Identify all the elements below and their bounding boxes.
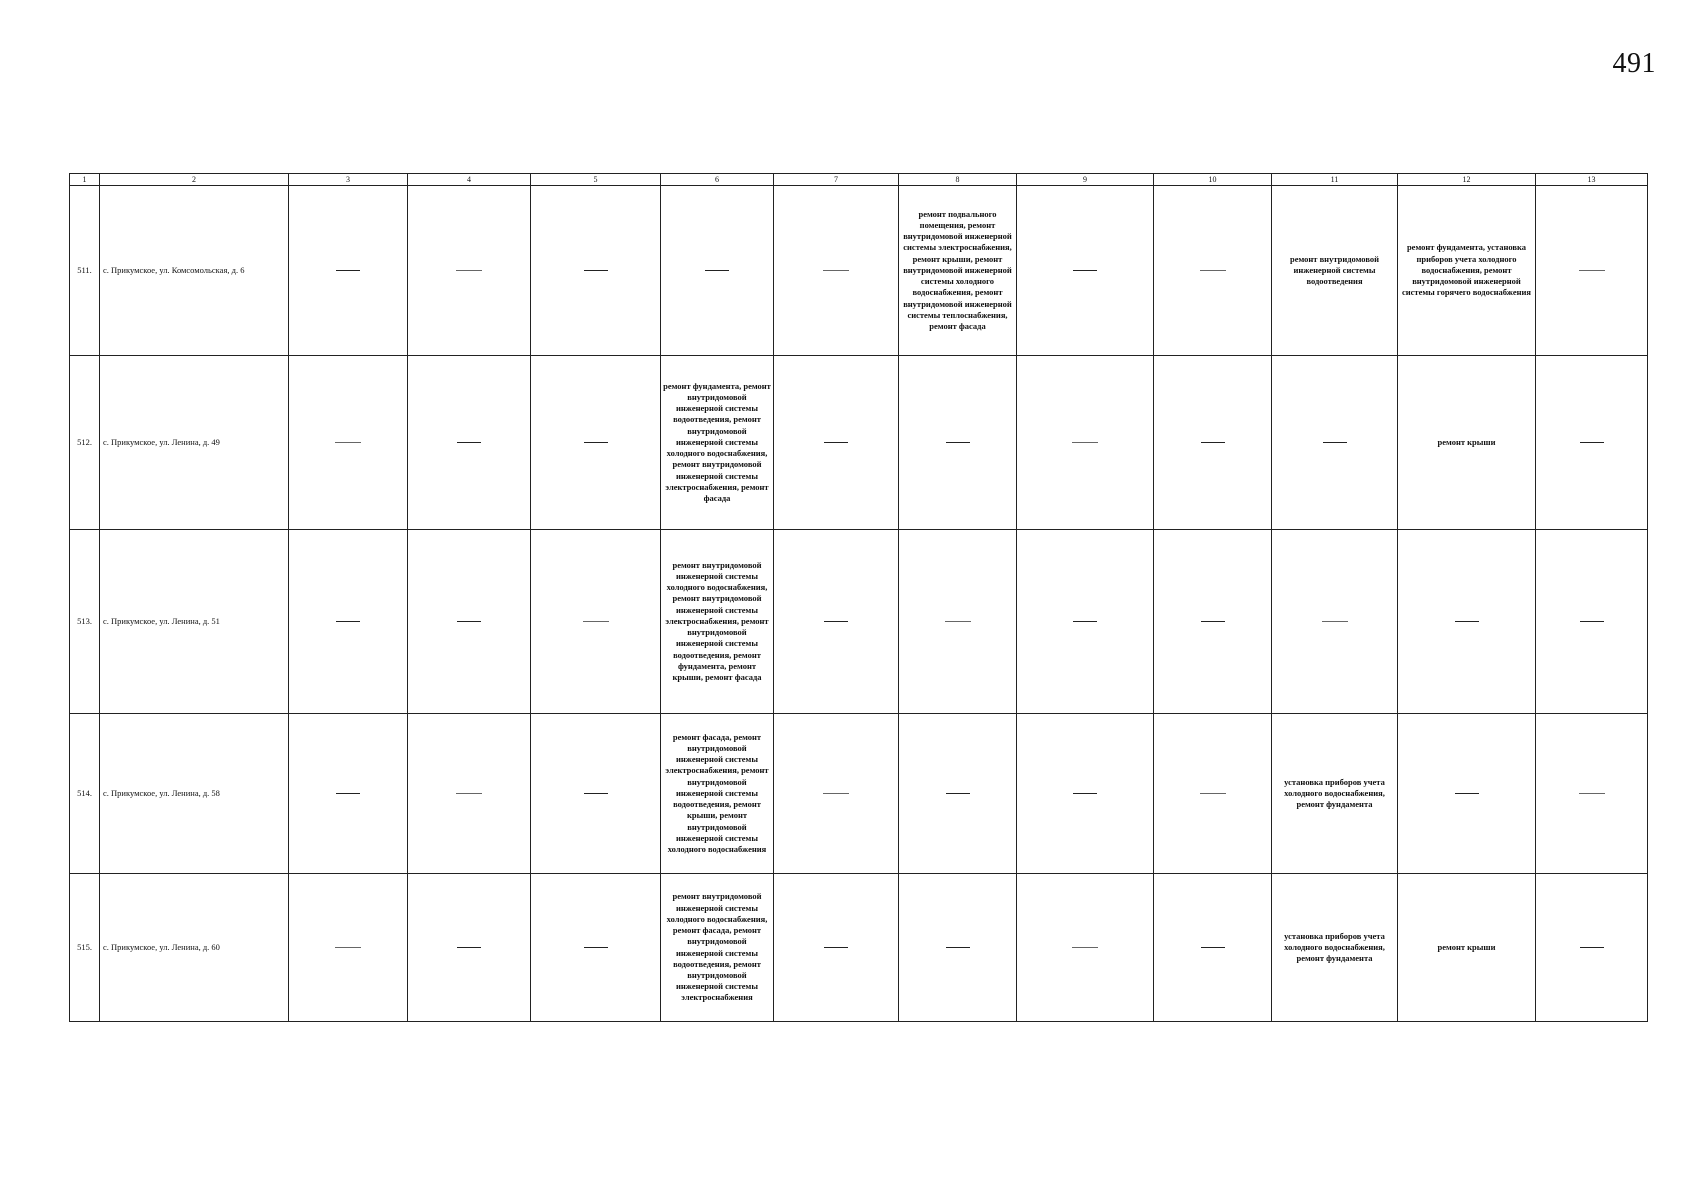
column-header: 10: [1154, 174, 1272, 186]
empty-cell: [531, 714, 661, 874]
work-description-cell: [1398, 874, 1536, 1022]
empty-cell: [1398, 530, 1536, 714]
dash-mark: [457, 442, 481, 443]
empty-cell: [408, 530, 531, 714]
row-number: 514.: [70, 714, 100, 874]
empty-cell: [899, 356, 1017, 530]
work-description-cell: [1272, 186, 1398, 356]
dash-mark: [705, 270, 729, 271]
column-header: 7: [774, 174, 899, 186]
column-header: 11: [1272, 174, 1398, 186]
dash-mark: [1073, 270, 1097, 271]
dash-mark: [1200, 793, 1226, 794]
dash-mark: [946, 793, 970, 794]
empty-cell: [1536, 530, 1648, 714]
work-description-cell: [661, 530, 774, 714]
table-row: [70, 874, 1648, 1022]
empty-cell: [408, 356, 531, 530]
empty-cell: [774, 186, 899, 356]
address-cell: с. Прикумское, ул. Комсомольская, д. 6: [100, 186, 289, 356]
empty-cell: [1017, 356, 1154, 530]
empty-cell: [1154, 530, 1272, 714]
column-number-row: [70, 174, 1648, 186]
column-header: 5: [531, 174, 661, 186]
table-row: [70, 186, 1648, 356]
work-description-text: ремонт фундамента, ремонт внутридомовой инженерной системы водоотведения, ремонт внутридомовой инженерной системы холодного водоснабжения, ремонт внутридомовой инженерной системы электроснабжения, ремонт фасада: [663, 380, 771, 503]
dash-mark: [1323, 442, 1347, 443]
dash-mark: [824, 621, 848, 622]
dash-mark: [336, 270, 360, 271]
empty-cell: [774, 356, 899, 530]
empty-cell: [1017, 874, 1154, 1022]
empty-cell: [531, 874, 661, 1022]
work-description-text: ремонт внутридомовой инженерной системы холодного водоснабжения, ремонт внутридомовой инженерной системы электроснабжения, ремонт внутридомовой инженерной системы водоотведения, ремонт фундамента, ремонт крыши, ремонт фасада: [665, 559, 769, 682]
table-row: [70, 530, 1648, 714]
empty-cell: [408, 874, 531, 1022]
dash-mark: [823, 270, 849, 271]
dash-mark: [584, 947, 608, 948]
work-description-cell: [1398, 186, 1536, 356]
dash-mark: [1455, 621, 1479, 622]
work-description-text: ремонт внутридомовой инженерной системы холодного водоснабжения, ремонт фасада, ремонт внутридомовой инженерной системы водоотведения, ремонт внутридомовой инженерной системы электроснабжения: [666, 891, 768, 1003]
page-number: 491: [1612, 48, 1656, 79]
work-description-cell: [1272, 714, 1398, 874]
dash-mark: [1580, 621, 1604, 622]
work-description-text: ремонт подвального помещения, ремонт внутридомовой инженерной системы электроснабжения, ремонт крыши, ремонт внутридомовой инженерной системы холодного водоснабжения, ремонт внутридомовой инженерной системы теплоснабжения, ремонт фасада: [903, 208, 1012, 331]
work-description-text: ремонт крыши: [1437, 941, 1496, 952]
table-row: [70, 356, 1648, 530]
dash-mark: [584, 270, 608, 271]
empty-cell: [774, 530, 899, 714]
dash-mark: [946, 442, 970, 443]
empty-cell: [1536, 356, 1648, 530]
dash-mark: [456, 270, 482, 271]
dash-mark: [335, 947, 361, 948]
row-number: 512.: [70, 356, 100, 530]
dash-mark: [1201, 947, 1225, 948]
empty-cell: [289, 356, 408, 530]
empty-cell: [661, 186, 774, 356]
column-header: 13: [1536, 174, 1648, 186]
column-header: 4: [408, 174, 531, 186]
repair-schedule-table: [69, 173, 1648, 1022]
empty-cell: [899, 714, 1017, 874]
column-header: 2: [100, 174, 289, 186]
column-header: 6: [661, 174, 774, 186]
empty-cell: [289, 714, 408, 874]
work-description-text: ремонт фундамента, установка приборов учета холодного водоснабжения, ремонт внутридомовой инженерной системы горячего водоснабжения: [1401, 242, 1532, 298]
dash-mark: [1073, 621, 1097, 622]
empty-cell: [289, 874, 408, 1022]
work-description-text: ремонт крыши: [1437, 436, 1496, 447]
dash-mark: [824, 947, 848, 948]
work-description-text: ремонт фасада, ремонт внутридомовой инженерной системы электроснабжения, ремонт внутридомовой инженерной системы водоотведения, ремонт крыши, ремонт внутридомовой инженерной системы холодного водоснабжения: [665, 731, 769, 854]
address-cell: с. Прикумское, ул. Ленина, д. 60: [100, 874, 289, 1022]
dash-mark: [335, 442, 361, 443]
row-number: 515.: [70, 874, 100, 1022]
empty-cell: [289, 530, 408, 714]
address-cell: с. Прикумское, ул. Ленина, д. 49: [100, 356, 289, 530]
address-cell: с. Прикумское, ул. Ленина, д. 51: [100, 530, 289, 714]
dash-mark: [1579, 270, 1605, 271]
empty-cell: [1017, 530, 1154, 714]
dash-mark: [946, 947, 970, 948]
dash-mark: [1455, 793, 1479, 794]
dash-mark: [457, 947, 481, 948]
dash-mark: [1580, 442, 1604, 443]
empty-cell: [899, 874, 1017, 1022]
dash-mark: [1201, 442, 1225, 443]
empty-cell: [1536, 186, 1648, 356]
empty-cell: [774, 874, 899, 1022]
dash-mark: [583, 621, 609, 622]
row-number: 511.: [70, 186, 100, 356]
empty-cell: [289, 186, 408, 356]
empty-cell: [1154, 874, 1272, 1022]
work-description-cell: [661, 874, 774, 1022]
column-header: 9: [1017, 174, 1154, 186]
column-header: 1: [70, 174, 100, 186]
dash-mark: [1200, 270, 1226, 271]
dash-mark: [1322, 621, 1348, 622]
empty-cell: [531, 356, 661, 530]
table-row: [70, 714, 1648, 874]
dash-mark: [1072, 947, 1098, 948]
dash-mark: [336, 621, 360, 622]
work-description-cell: [1398, 356, 1536, 530]
empty-cell: [1272, 356, 1398, 530]
empty-cell: [1272, 530, 1398, 714]
dash-mark: [824, 442, 848, 443]
dash-mark: [1579, 793, 1605, 794]
dash-mark: [945, 621, 971, 622]
empty-cell: [408, 714, 531, 874]
empty-cell: [1017, 714, 1154, 874]
dash-mark: [1073, 793, 1097, 794]
dash-mark: [1201, 621, 1225, 622]
work-description-text: установка приборов учета холодного водоснабжения, ремонт фундамента: [1284, 776, 1385, 810]
empty-cell: [1398, 714, 1536, 874]
dash-mark: [584, 442, 608, 443]
column-header: 3: [289, 174, 408, 186]
dash-mark: [336, 793, 360, 794]
empty-cell: [899, 530, 1017, 714]
work-description-cell: [1272, 874, 1398, 1022]
work-description-cell: [899, 186, 1017, 356]
dash-mark: [1072, 442, 1098, 443]
empty-cell: [531, 530, 661, 714]
empty-cell: [1536, 874, 1648, 1022]
empty-cell: [774, 714, 899, 874]
dash-mark: [584, 793, 608, 794]
work-description-text: ремонт внутридомовой инженерной системы водоотведения: [1289, 253, 1380, 287]
empty-cell: [1536, 714, 1648, 874]
dash-mark: [823, 793, 849, 794]
empty-cell: [1154, 714, 1272, 874]
dash-mark: [1580, 947, 1604, 948]
work-description-cell: [661, 356, 774, 530]
empty-cell: [408, 186, 531, 356]
work-description-text: установка приборов учета холодного водоснабжения, ремонт фундамента: [1284, 930, 1385, 964]
empty-cell: [1017, 186, 1154, 356]
dash-mark: [457, 621, 481, 622]
empty-cell: [1154, 356, 1272, 530]
empty-cell: [1154, 186, 1272, 356]
dash-mark: [456, 793, 482, 794]
empty-cell: [531, 186, 661, 356]
column-header: 8: [899, 174, 1017, 186]
address-cell: с. Прикумское, ул. Ленина, д. 58: [100, 714, 289, 874]
work-description-cell: [661, 714, 774, 874]
column-header: 12: [1398, 174, 1536, 186]
row-number: 513.: [70, 530, 100, 714]
